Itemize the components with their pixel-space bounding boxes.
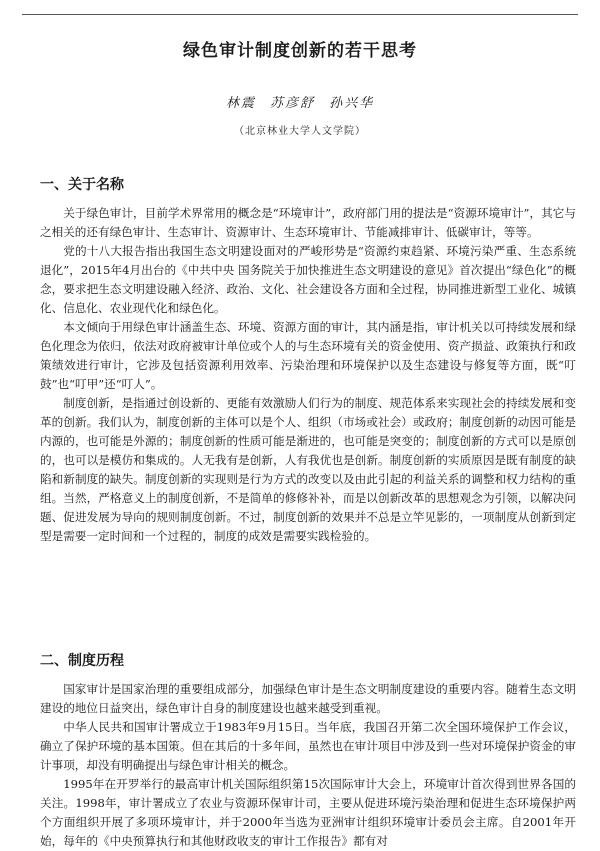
- section-body-history: [40, 680, 576, 851]
- paragraph: 1995年在开罗举行的最高审计机关国际组织第15次国际审计大会上，环境审计首次得到世界各国的关注。1998年，审计署成立了农业与资源环保审计司，主要从促进环境污染治理和促进生态环境保护两个方面组织开展了多项环境审计，并于2000年当选为亚洲审计组织环境审计委员会主席。自2001年开始，每年的《中央预算执行和其他财政收支的审计工作报告》都有对: [40, 777, 576, 848]
- section-body-names: [40, 204, 576, 546]
- paragraph: 本文倾向于用绿色审计涵盖生态、环境、资源方面的审计，其内涵是指，审计机关以可持续发展和绿色化理念为依归，依法对政府被审计单位或个人的与生态环境有关的资金使用、资产损益、政策执行和政策绩效进行审计，它涉及包括资源利用效率、污染治理和环境保护以及生态建设与修复等方面，既“叮鼓”也“叮甲”还“叮人”。: [40, 320, 576, 391]
- paragraph: 制度创新，是指通过创设新的、更能有效激励人们行为的制度、规范体系来实现社会的持续发展和变革的创新。我们认为，制度创新的主体可以是个人、组织（市场或社会）或政府；制度创新的动因可能是内源的，也可能是外源的；制度创新的性质可能是渐进的，也可能是突变的；制度创新的方式可以是原创的，也可以是模仿和集成的。人无我有是创新，人有我优也是创新。制度创新的实质原因是既有制度的缺陷和新制度的缺失。制度创新的实现则是行为方式的改变以及由此引起的利益关系的调整和权力结构的重组。当然，严格意义上的制度创新，不是简单的修修补补，而是以创新改革的思想观念为引领，以解决问题、促进发展为导向的规则制度创新。不过，制度创新的效果并不总是立竿见影的，一项制度从创新到定型是需要一定时间和一个过程的，制度的成效是需要实践检验的。: [40, 396, 576, 543]
- top-rule: [22, 14, 578, 15]
- author-list: 林震 苏彦舒 孙兴华: [225, 96, 375, 111]
- paragraph: 中华人民共和国审计署成立于1983年9月15日。当年底，我国召开第二次全国环境保护工作会议，确立了保护环境的基本国策。但在其后的十多年间，虽然也在审计项目中涉及到一些对环境保护资金的审计事项，却没有明确提出与绿色审计相关的概念。: [40, 720, 576, 772]
- affiliation: （北京林业大学人文学院）: [234, 126, 366, 137]
- paragraph: 国家审计是国家治理的重要组成部分，加强绿色审计是生态文明制度建设的重要内容。随着生态文明建设的地位日益突出，绿色审计自身的制度建设也越来越受到重视。: [40, 682, 576, 715]
- section-heading-names: 一、关于名称: [40, 177, 124, 193]
- section-heading-history: 二、制度历程: [40, 653, 124, 669]
- paragraph: 关于绿色审计，目前学术界常用的概念是“环境审计”，政府部门用的提法是“资源环境审计”，其它与之相关的还有绿色审计、生态审计、资源审计、生态环境审计、节能减排审计、低碳审计，等等。: [40, 206, 576, 239]
- paragraph: 党的十八大报告指出我国生态文明建设面对的严峻形势是“资源约束趋紧、环境污染严重、生态系统退化”，2015年4月出台的《中共中央 国务院关于加快推进生态文明建设的意见》首次提出“绿色化”的概念，要求把生态文明建设融入经济、政治、文化、社会建设各方面和全过程，协同推进新型工业化、城镇化、信息化、农业现代化和绿色化。: [40, 244, 576, 315]
- paper-title: 绿色审计制度创新的若干思考: [183, 41, 417, 61]
